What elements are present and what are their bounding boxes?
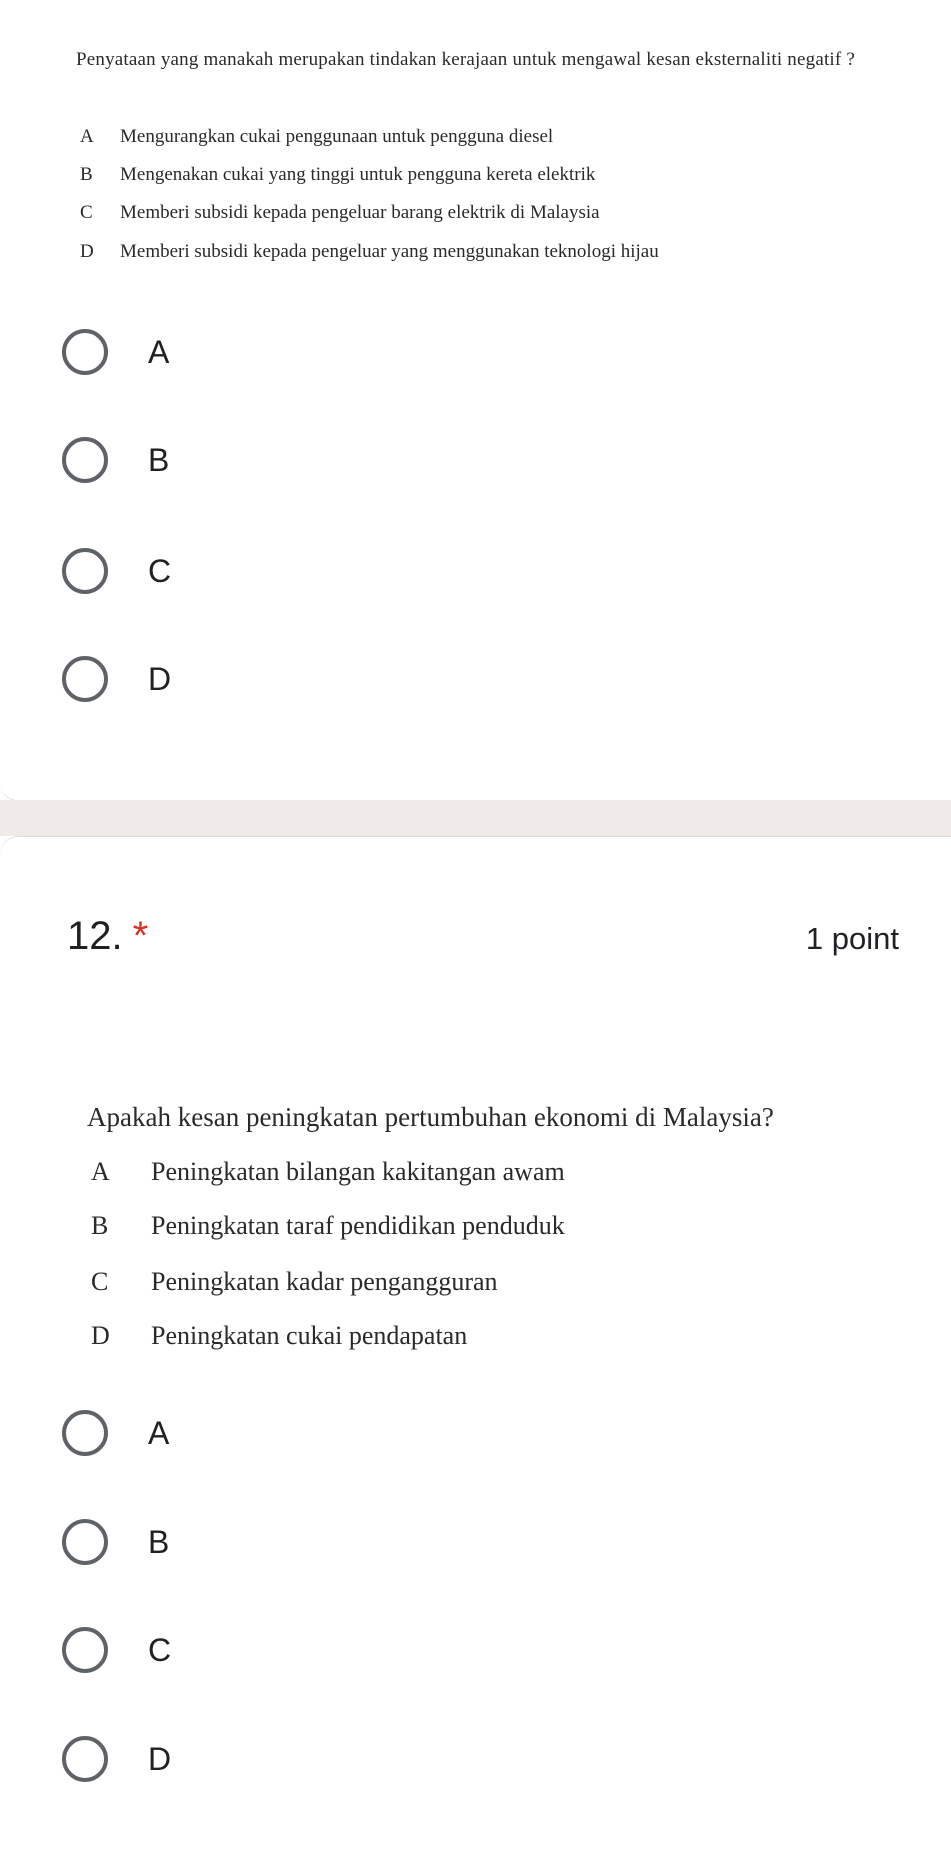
radio-button[interactable]	[62, 548, 108, 594]
radio-button[interactable]	[62, 656, 108, 702]
radio-label: A	[148, 333, 170, 370]
radio-label: D	[148, 1740, 172, 1777]
required-asterisk: *	[132, 914, 149, 958]
radio-button[interactable]	[62, 437, 108, 483]
question-11-radio-d[interactable]	[62, 651, 171, 707]
question-11-image-option-a: A Mengurangkan cukai penggunaan untuk pengguna diesel	[80, 126, 554, 147]
question-12-image-option-b: B Peningkatan taraf pendidikan penduduk	[91, 1211, 565, 1240]
radio-label: C	[148, 552, 172, 589]
question-12-radio-d[interactable]	[62, 1731, 171, 1787]
question-12-radio-b[interactable]	[62, 1514, 169, 1570]
radio-button[interactable]	[62, 1519, 108, 1565]
question-11-image-option-b: B Mengenakan cukai yang tinggi untuk pengguna kereta elektrik	[80, 164, 596, 185]
radio-label: C	[148, 1631, 172, 1668]
question-11-image-option-d: D Memberi subsidi kepada pengeluar yang menggunakan teknologi hijau	[80, 241, 659, 262]
question-number: 12.	[67, 914, 123, 958]
question-11-image	[0, 0, 951, 270]
question-12-stem: Apakah kesan peningkatan pertumbuhan ekonomi di Malaysia?	[87, 1102, 774, 1132]
question-12-image-option-a: A Peningkatan bilangan kakitangan awam	[91, 1157, 565, 1186]
radio-button[interactable]	[62, 1736, 108, 1782]
radio-label: D	[148, 660, 172, 697]
question-11-radio-b[interactable]	[62, 432, 169, 488]
question-card-11	[0, 0, 951, 801]
question-11-image-option-c: C Memberi subsidi kepada pengeluar barang elektrik di Malaysia	[80, 202, 600, 223]
radio-label: A	[148, 1414, 170, 1451]
question-12-radio-a[interactable]	[62, 1405, 169, 1461]
question-12-title	[67, 914, 148, 959]
radio-label: B	[148, 441, 170, 478]
card-separator	[0, 800, 951, 836]
question-12-image	[0, 1090, 951, 1380]
radio-button[interactable]	[62, 1410, 108, 1456]
question-12-image-option-d: D Peningkatan cukai pendapatan	[91, 1321, 468, 1350]
question-12-points: 1 point	[805, 921, 899, 956]
question-11-radio-a[interactable]	[62, 324, 169, 380]
radio-button[interactable]	[62, 329, 108, 375]
radio-label: B	[148, 1523, 170, 1560]
radio-button[interactable]	[62, 1627, 108, 1673]
question-11-radio-c[interactable]	[62, 543, 171, 599]
question-12-radio-c[interactable]	[62, 1622, 171, 1678]
question-11-stem: Penyataan yang manakah merupakan tindakan kerajaan untuk mengawal kesan eksternaliti negatif ?	[76, 49, 856, 70]
question-12-image-option-c: C Peningkatan kadar pengangguran	[91, 1267, 498, 1296]
